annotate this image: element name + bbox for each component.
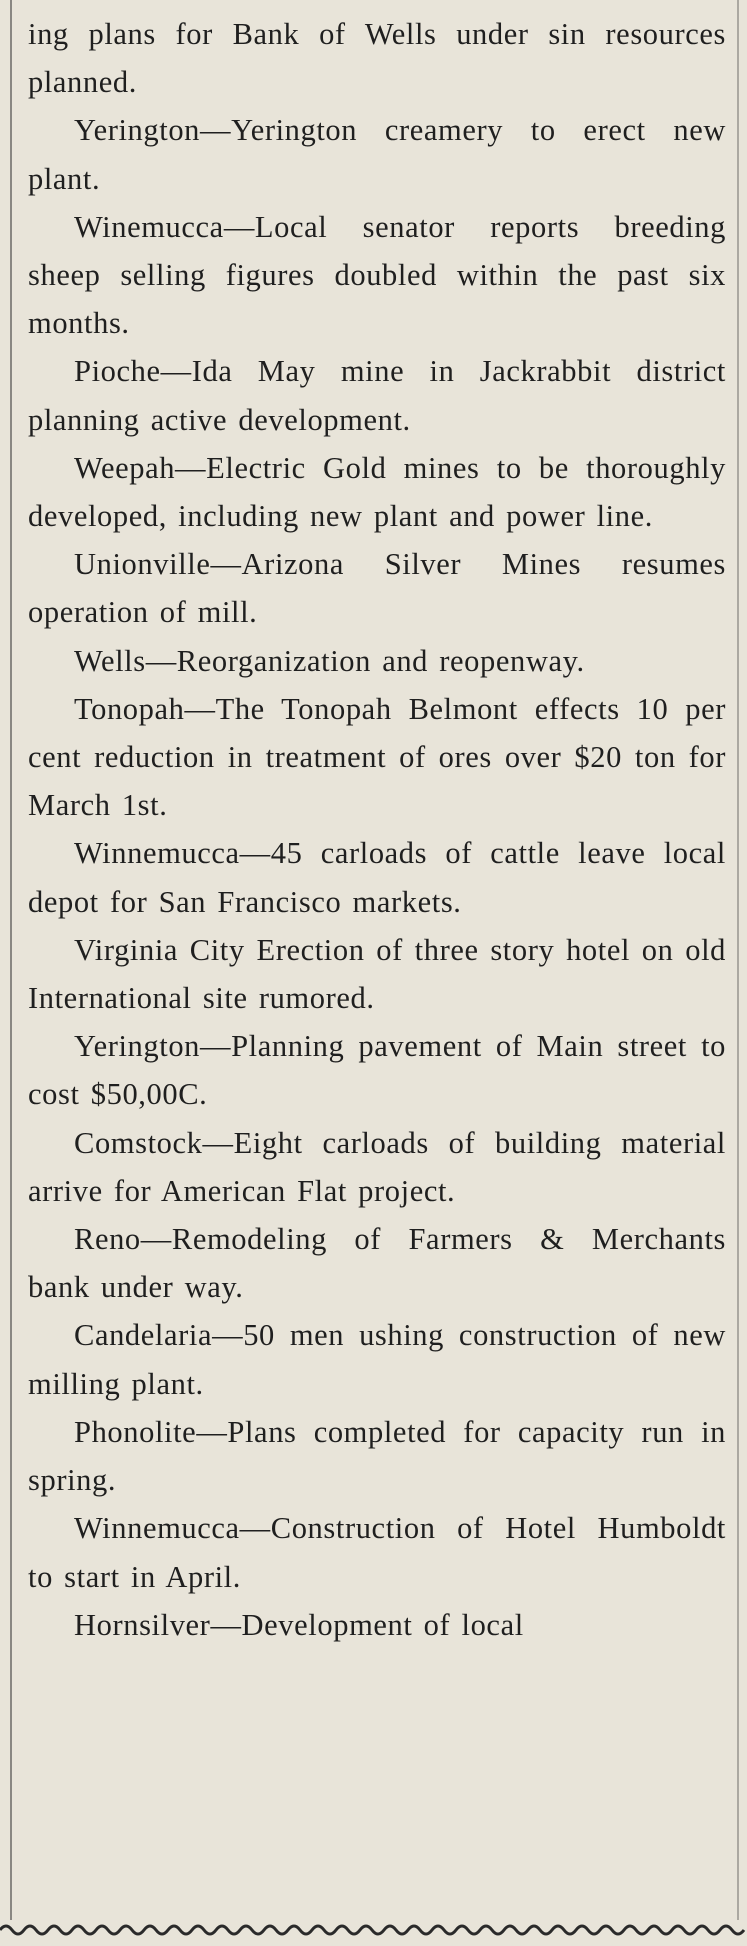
news-item: Hornsilver—Development of local	[74, 1607, 524, 1642]
news-item: Unionville—Arizona Silver Mines resumes operation of mill.	[28, 547, 726, 630]
news-item: Weepah—Electric Gold mines to be thoroughly developed, including new plant and power line.	[28, 450, 726, 534]
news-item: Tonopah—The Tonopah Belmont effects 10 per cent reduction in treatment of ores over $20 ton for March 1st.	[28, 691, 726, 823]
news-item: Virginia City Erection of three story hotel on old International site rumored.	[28, 932, 726, 1016]
news-item: Phonolite—Plans completed for capacity run in spring.	[28, 1414, 726, 1498]
news-item: ing plans for Bank of Wells under sin resources planned.	[28, 17, 726, 100]
news-item: Winnemucca—Construction of Hotel Humboldt to start in April.	[28, 1511, 726, 1594]
news-column	[28, 10, 726, 1649]
news-item: Yerington—Planning pavement of Main street to cost $50,00C.	[28, 1029, 726, 1112]
wavy-border-rule	[0, 1916, 747, 1946]
news-item: Pioche—Ida May mine in Jackrabbit district planning active development.	[28, 354, 726, 437]
news-item: Winemucca—Local senator reports breeding sheep selling figures doubled within the past six months.	[28, 209, 726, 341]
column-rule-right	[737, 0, 739, 1920]
news-item: Reno—Remodeling of Farmers & Merchants bank under way.	[28, 1222, 726, 1305]
column-rule-left	[10, 0, 12, 1920]
news-item: Winnemucca—45 carloads of cattle leave local depot for San Francisco markets.	[28, 836, 726, 919]
news-item: Wells—Reorganization and reopenway.	[74, 643, 585, 678]
news-item: Yerington—Yerington creamery to erect new plant.	[28, 113, 726, 196]
news-item: Candelaria—50 men ushing construction of new milling plant.	[28, 1318, 726, 1401]
news-item: Comstock—Eight carloads of building material arrive for American Flat project.	[28, 1125, 726, 1208]
